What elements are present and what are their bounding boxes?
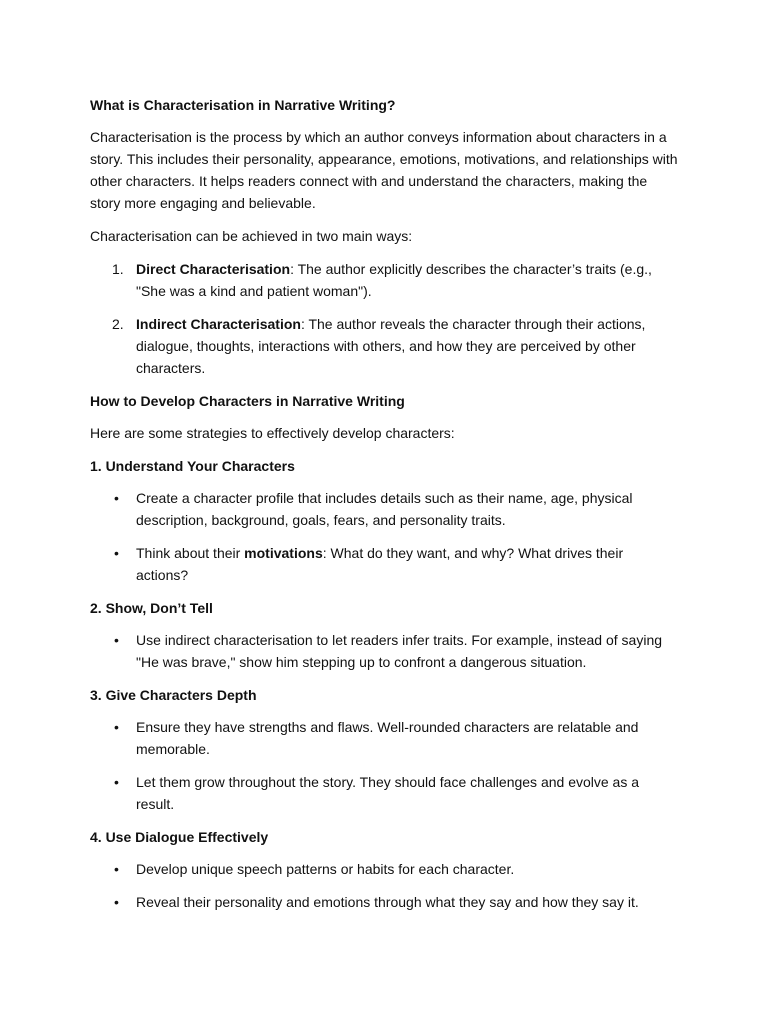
list-item — [90, 716, 678, 760]
list-number: 2. — [112, 316, 124, 332]
bullet-text: Reveal their personality and emotions through what they say and how they say it. — [136, 894, 639, 910]
section-heading: 3. Give Characters Depth — [90, 687, 257, 703]
section-heading: 4. Use Dialogue Effectively — [90, 829, 269, 845]
bullet-icon: • — [114, 861, 119, 877]
bullet-text: : What do they want, and why? What drives their actions? — [136, 545, 624, 583]
ways-intro-paragraph: Characterisation can be achieved in two main ways: — [90, 228, 413, 244]
bullet-icon: • — [114, 632, 119, 648]
bullet-text: Let them grow throughout the story. They should face challenges and evolve as a result. — [136, 774, 640, 812]
section-heading: 2. Show, Don’t Tell — [90, 600, 213, 616]
list-item — [90, 771, 678, 815]
list-item — [90, 313, 678, 379]
develop-heading: How to Develop Characters in Narrative Writing — [90, 393, 405, 409]
list-item — [90, 487, 678, 531]
term-direct: Direct Characterisation — [136, 261, 291, 277]
bullet-text: Develop unique speech patterns or habits for each character. — [136, 861, 515, 877]
develop-intro-paragraph: Here are some strategies to effectively develop characters: — [90, 425, 455, 441]
bullet-text: Think about their — [136, 545, 245, 561]
list-item — [90, 542, 678, 586]
section-bullet-list — [90, 858, 678, 913]
bullet-text: Ensure they have strengths and flaws. Well-rounded characters are relatable and memorable. — [136, 719, 639, 757]
list-item — [90, 858, 678, 880]
term-description: : The author reveals the character through their actions, dialogue, thoughts, interactions with others, and how they are perceived by other characters. — [136, 316, 646, 376]
list-item — [90, 258, 678, 302]
term-description: : The author explicitly describes the character’s traits (e.g., "She was a kind and patient woman"). — [136, 261, 652, 299]
section-heading: 1. Understand Your Characters — [90, 458, 295, 474]
characterisation-ways-list — [90, 258, 678, 379]
intro-paragraph: Characterisation is the process by which an author conveys information about characters in a story. This includes their personality, appearance, emotions, motivations, and relationships with other characters. It helps readers connect with and understand the characters, making the story more engaging and believable. — [90, 129, 678, 211]
bullet-icon: • — [114, 719, 119, 735]
page-title: What is Characterisation in Narrative Writing? — [90, 97, 396, 113]
list-item — [90, 891, 678, 913]
bullet-text: Create a character profile that includes details such as their name, age, physical description, background, goals, fears, and personality traits. — [136, 490, 633, 528]
bullet-icon: • — [114, 774, 119, 790]
bullet-icon: • — [114, 894, 119, 910]
section-bullet-list — [90, 629, 678, 673]
bullet-icon: • — [114, 490, 119, 506]
term-indirect: Indirect Characterisation — [136, 316, 301, 332]
section-bullet-list — [90, 487, 678, 586]
list-number: 1. — [112, 261, 124, 277]
bullet-text: Use indirect characterisation to let readers infer traits. For example, instead of saying "He was brave," show him stepping up to confront a dangerous situation. — [136, 632, 663, 670]
bullet-icon: • — [114, 545, 119, 561]
bullet-bold-text: motivations — [244, 545, 323, 561]
section-bullet-list — [90, 716, 678, 815]
list-item — [90, 629, 678, 673]
